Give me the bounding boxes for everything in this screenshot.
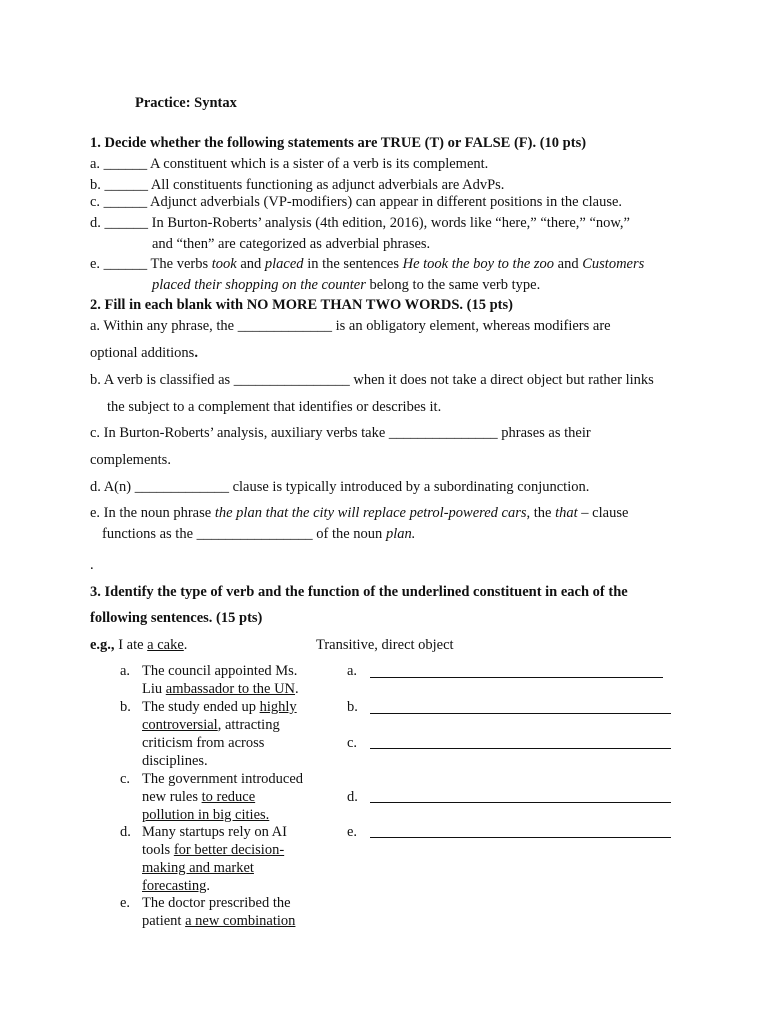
sentence-a-line1: The council appointed Ms. [142, 663, 298, 679]
section3-heading-line2: following sentences. (15 pts) [90, 610, 263, 626]
section1-item-d-line2: and “then” are categorized as adverbial phrases. [152, 236, 431, 252]
sentence-e-line2: patient a new combination [142, 913, 296, 929]
section1-item-b: b. ______ All constituents functioning as adjunct adverbials are AdvPs. [90, 177, 505, 193]
answer-label-a: a. [347, 663, 358, 679]
section1-item-e-line1: e. ______ The verbs took and placed in the sentences He took the boy to the zoo and Customers [90, 256, 645, 272]
section2-item-a-line1: a. Within any phrase, the _____________ is an obligatory element, whereas modifiers are [90, 318, 611, 334]
sentence-c-line3: pollution in big cities. [142, 807, 270, 823]
sentence-e-line1: The doctor prescribed the [142, 895, 291, 911]
section2-item-d: d. A(n) _____________ clause is typically introduced by a subordinating conjunction. [90, 479, 590, 495]
answer-blank-a[interactable] [370, 677, 663, 678]
sentence-d-line2: tools for better decision- [142, 842, 285, 858]
answer-label-b: b. [347, 699, 358, 715]
sentence-b-line2: controversial, attracting [142, 717, 280, 733]
sentence-d-line3: making and market [142, 860, 254, 876]
section2-item-a-line2: optional additions. [90, 345, 198, 361]
section3-example: e.g., I ate a cake. [90, 637, 188, 653]
section2-item-e-line1: e. In the noun phrase the plan that the city will replace petrol-powered cars, the that – clause [90, 505, 629, 521]
section1-item-e-line2: placed their shopping on the counter belong to the same verb type. [152, 277, 541, 293]
page-title: Practice: Syntax [135, 95, 237, 111]
answer-label-e: e. [347, 824, 358, 840]
sentence-d-line1: Many startups rely on AI [142, 824, 287, 840]
stray-period: . [90, 557, 94, 573]
section2-item-e-line2: functions as the ________________ of the noun plan. [102, 526, 416, 542]
sentence-b-line1: The study ended up highly [142, 699, 297, 715]
section1-heading: 1. Decide whether the following statements are TRUE (T) or FALSE (F). (10 pts) [90, 135, 587, 151]
sentence-letter-e: e. [120, 895, 131, 911]
sentence-letter-d: d. [120, 824, 131, 840]
section1-item-d-line1: d. ______ In Burton-Roberts’ analysis (4th edition, 2016), words like “here,” “there,” “now,” [90, 215, 630, 231]
sentence-letter-a: a. [120, 663, 131, 679]
answer-blank-b[interactable] [370, 713, 671, 714]
section2-item-b-line2: the subject to a complement that identifies or describes it. [107, 399, 442, 415]
sentence-b-line3: criticism from across [142, 735, 265, 751]
sentence-b-line4: disciplines. [142, 753, 208, 769]
answer-blank-e[interactable] [370, 837, 671, 838]
section2-item-c-line1: c. In Burton-Roberts’ analysis, auxiliary verbs take _______________ phrases as their [90, 425, 591, 441]
answer-label-d: d. [347, 789, 358, 805]
sentence-letter-b: b. [120, 699, 131, 715]
answer-blank-c[interactable] [370, 748, 671, 749]
sentence-letter-c: c. [120, 771, 131, 787]
section2-item-c-line2: complements. [90, 452, 171, 468]
section3-example-answer: Transitive, direct object [316, 637, 454, 653]
answer-label-c: c. [347, 735, 358, 751]
section1-item-c: c. ______ Adjunct adverbials (VP-modifiers) can appear in different positions in the clause. [90, 194, 623, 210]
section3-heading-line1: 3. Identify the type of verb and the function of the underlined constituent in each of the [90, 584, 628, 600]
sentence-d-line4: forecasting. [142, 878, 211, 894]
section2-item-b-line1: b. A verb is classified as ________________ when it does not take a direct object but rather links [90, 372, 654, 388]
sentence-a-line2: Liu ambassador to the UN. [142, 681, 299, 697]
sentence-c-line1: The government introduced [142, 771, 304, 787]
answer-blank-d[interactable] [370, 802, 671, 803]
section1-item-a: a. ______ A constituent which is a sister of a verb is its complement. [90, 156, 489, 172]
sentence-c-line2: new rules to reduce [142, 789, 256, 805]
section2-heading: 2. Fill in each blank with NO MORE THAN TWO WORDS. (15 pts) [90, 297, 513, 313]
